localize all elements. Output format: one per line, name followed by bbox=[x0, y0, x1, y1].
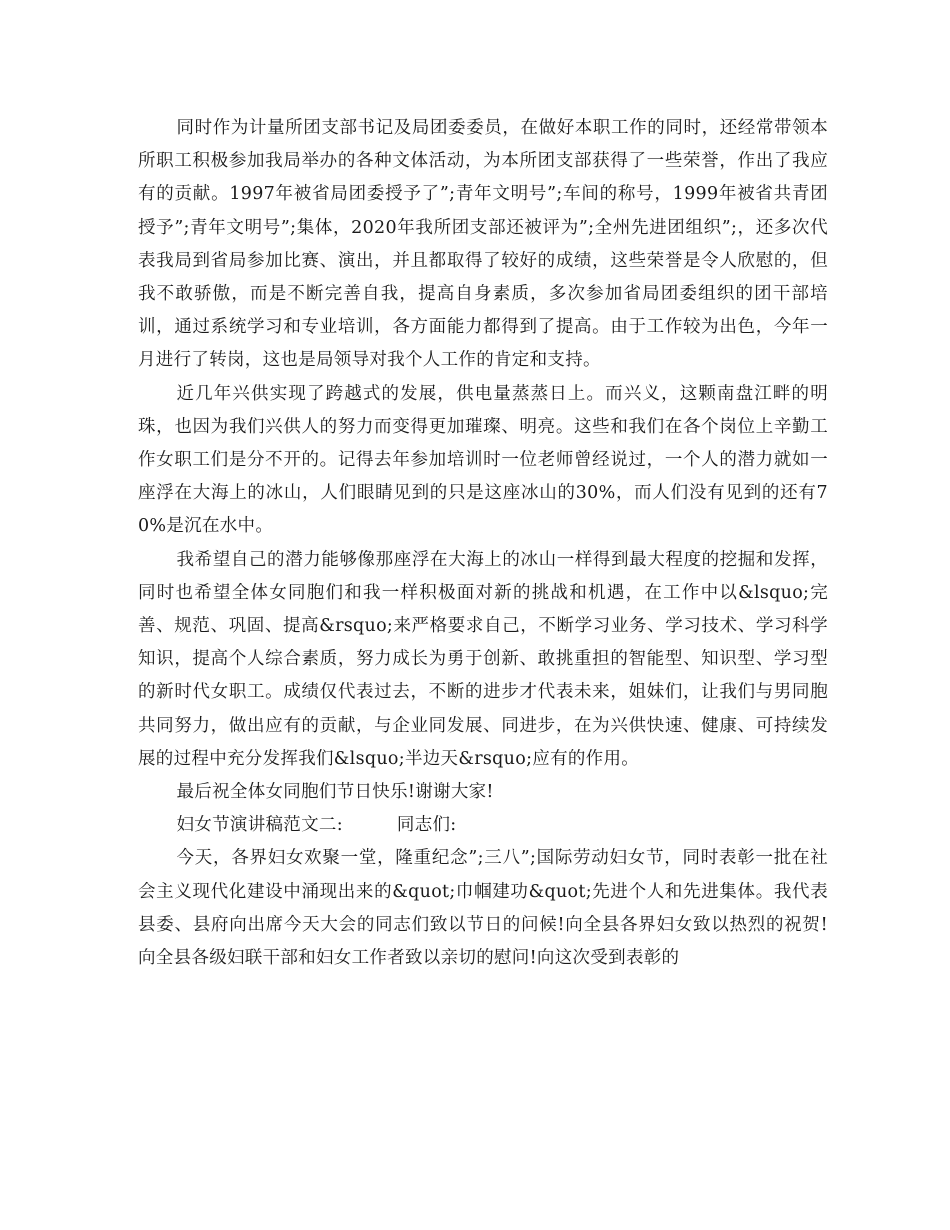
paragraph-2: 近几年兴供实现了跨越式的发展，供电量蒸蒸日上。而兴义，这颗南盘江畔的明珠，也因为我们兴供人的努力而变得更加璀璨、明亮。这些和我们在各个岗位上辛勤工作女职工们是分不开的。记得去年参加培训时一位老师曾经说过，一个人的潜力就如一座浮在大海上的冰山，人们眼睛见到的只是这座冰山的30%，而人们没有见到的还有70%是沉在水中。 bbox=[138, 383, 828, 537]
paragraph-4: 最后祝全体女同胞们节日快乐!谢谢大家! bbox=[176, 782, 494, 803]
section-title: 妇女节演讲稿范文二: bbox=[176, 815, 343, 836]
salutation: 同志们: bbox=[396, 815, 457, 836]
document-body bbox=[138, 112, 828, 975]
paragraph-5: 今天，各界妇女欢聚一堂，隆重纪念”;三八”;国际劳动妇女节，同时表彰一批在社会主义现代化建设中涌现出来的&quot;巾帼建功&quot;先进个人和先进集体。我代表县委、县府向出席今天大会的同志们致以节日的问候!向全县各界妇女致以热烈的祝贺!向全县各级妇联干部和妇女工作者致以亲切的慰问!向这次受到表彰的 bbox=[138, 848, 828, 969]
paragraph-1: 同时作为计量所团支部书记及局团委委员，在做好本职工作的同时，还经常带领本所职工积极参加我局举办的各种文体活动，为本所团支部获得了一些荣誉，作出了我应有的贡献。1997年被省局团委授予了”;青年文明号”;车间的称号，1999年被省共青团授予”;青年文明号”;集体，2020年我所团支部还被评为”;全州先进团组织”;，还多次代表我局到省局参加比赛、演出，并且都取得了较好的成绩，这些荣誉是令人欣慰的，但我不敢骄傲，而是不断完善自我，提高自身素质，多次参加省局团委组织的团干部培训，通过系统学习和专业培训，各方面能力都得到了提高。由于工作较为出色，今年一月进行了转岗，这也是局领导对我个人工作的肯定和支持。 bbox=[138, 118, 828, 371]
paragraph-3: 我希望自己的潜力能够像那座浮在大海上的冰山一样得到最大程度的挖掘和发挥，同时也希望全体女同胞们和我一样积极面对新的挑战和机遇，在工作中以&lsquo;完善、规范、巩固、提高&rsquo;来严格要求自己，不断学习业务、学习技术、学习科学知识，提高个人综合素质，努力成长为勇于创新、敢挑重担的智能型、知识型、学习型的新时代女职工。成绩仅代表过去，不断的进步才代表未来，姐妹们，让我们与男同胞共同努力，做出应有的贡献，与企业同发展、同进步，在为兴供快速、健康、可持续发展的过程中充分发挥我们&lsquo;半边天&rsquo;应有的作用。 bbox=[138, 549, 828, 769]
section-heading bbox=[138, 809, 828, 842]
